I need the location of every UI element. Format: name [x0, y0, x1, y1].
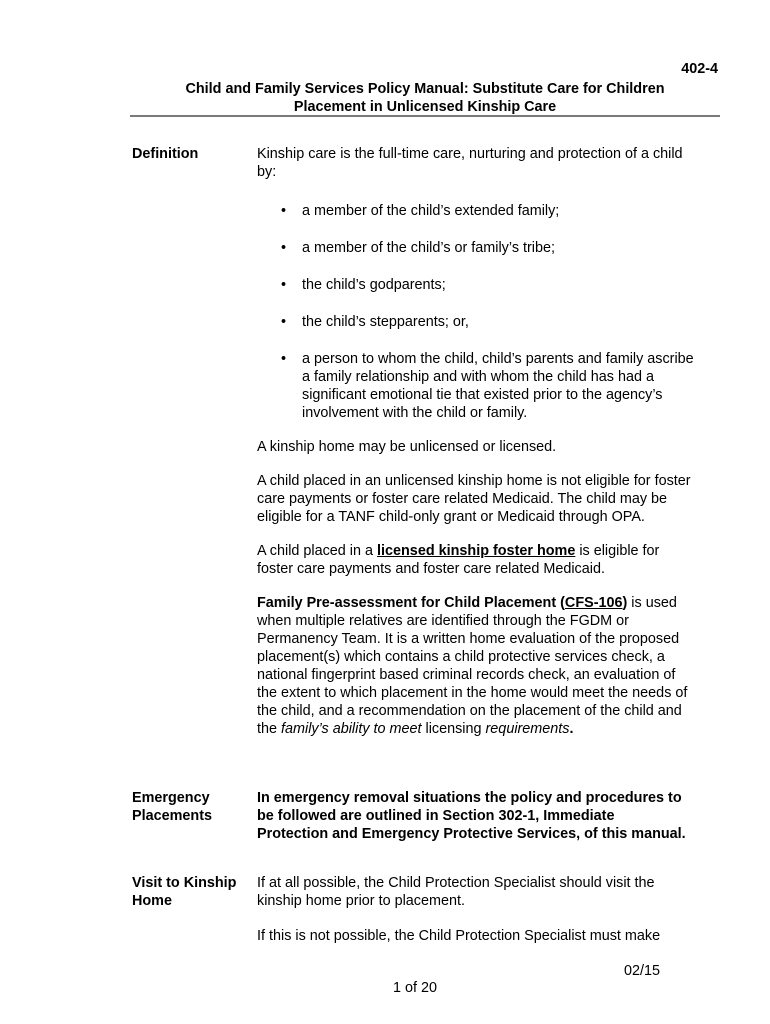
licensed-kinship-foster-home-link[interactable]: licensed kinship foster home: [377, 543, 576, 559]
visit-section: [257, 874, 697, 945]
title-line-2: Placement in Unlicensed Kinship Care: [293, 99, 557, 115]
document-number: 402-4: [681, 61, 718, 77]
visit-to-kinship-home-label: Visit to Kinship Home: [132, 875, 237, 909]
bullet-icon: •: [281, 203, 287, 219]
definition-section: [257, 145, 697, 738]
bullet-icon: •: [281, 240, 287, 256]
definition-label: Definition: [132, 146, 199, 162]
revision-date: 02/15: [623, 963, 660, 979]
list-item: • a member of the child’s or family’s tribe;: [281, 240, 556, 256]
licensed-paragraph: A child placed in a licensed kinship foster home is eligible for foster care payments and foster care related Medicaid.: [257, 543, 660, 577]
title-line-1: Child and Family Services Policy Manual: Substitute Care for Children: [185, 81, 665, 97]
kinship-list: [257, 202, 697, 422]
unlicensed-paragraph: A child placed in an unlicensed kinship home is not eligible for foster care payments or foster care related Medicaid. The child may be eligible for a TANF child-only grant or Medicaid through OPA.: [257, 473, 691, 525]
list-item: • the child’s godparents;: [281, 277, 446, 293]
list-item: • a member of the child’s extended family;: [281, 203, 560, 219]
definition-intro: Kinship care is the full-time care, nurturing and protection of a child by:: [257, 146, 683, 180]
emergency-placements-label: Emergency Placements: [132, 790, 212, 824]
kinship-home-paragraph: A kinship home may be unlicensed or licensed.: [257, 439, 557, 455]
visit-paragraph-1: If at all possible, the Child Protection Specialist should visit the kinship home prior to placement.: [257, 875, 655, 909]
preassessment-paragraph: Family Pre-assessment for Child Placement (CFS-106) is used when multiple relatives are identified through the FGDM or Permanency Team. It is a written home evaluation of the proposed placement(s) which contains a child protective services check, a national fingerprint based criminal records check, an evaluation of the extent to which placement in the home would meet the needs of the child, and a recommendation on the placement of the child and the family’s ability to meet licensing requirements.: [257, 595, 688, 737]
visit-paragraph-2: If this is not possible, the Child Protection Specialist must make: [257, 928, 661, 944]
bullet-icon: •: [281, 351, 287, 367]
page-count: 1 of 20: [392, 980, 437, 996]
emergency-placements-text: In emergency removal situations the policy and procedures to be followed are outlined in Section 302-1, Immediate Protection and Emergency Protective Services, of this manual.: [257, 790, 686, 842]
list-item: • a person to whom the child, child’s parents and family ascribe a family relationship and with whom the child has had a significant emotional tie that existed prior to the agency’s involvement with the child or family.: [281, 351, 694, 421]
header-divider: [130, 115, 720, 117]
bullet-icon: •: [281, 277, 287, 293]
bullet-icon: •: [281, 314, 287, 330]
page-title: [130, 80, 720, 116]
cfs-106-link[interactable]: CFS-106: [564, 595, 623, 611]
list-item: • the child’s stepparents; or,: [281, 314, 469, 330]
